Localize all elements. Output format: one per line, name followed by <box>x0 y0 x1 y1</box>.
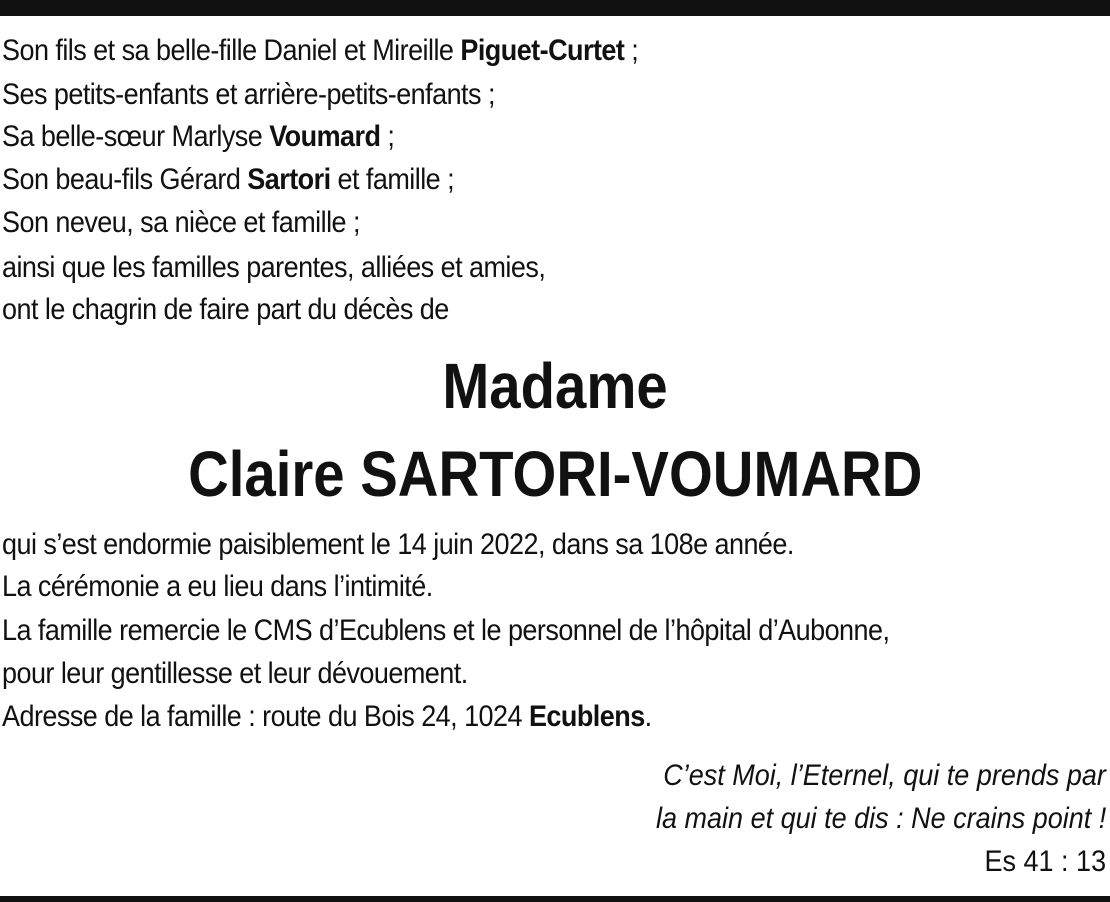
thanks-line: La famille remercie le CMS d’Ecublens et le personnel de l’hôpital d’Aubonne, <box>2 614 890 647</box>
family-line-son: Son fils et sa belle-fille Daniel et Mireille Piguet-Curtet ; <box>2 34 639 67</box>
deceased-title: Madame <box>442 350 668 422</box>
bottom-rule <box>0 896 1110 902</box>
bible-quote-line-1: C’est Moi, l’Eternel, qui te prends par <box>663 759 1106 792</box>
bible-quote-line-2: la main et qui te dis : Ne crains point ! <box>655 802 1106 835</box>
bible-quote-reference: Es 41 : 13 <box>984 845 1106 878</box>
town-ecublens: Ecublens <box>528 700 645 733</box>
surname-sartori: Sartori <box>247 163 331 196</box>
family-line-stepson: Son beau-fils Gérard Sartori et famille ; <box>2 163 455 196</box>
family-address-line: Adresse de la famille : route du Bois 24, 1024 Ecublens. <box>2 700 652 733</box>
thanks-line-continued: pour leur gentillesse et leur dévouement. <box>2 657 468 690</box>
family-line-grandchildren: Ses petits-enfants et arrière-petits-enfants ; <box>2 78 495 111</box>
ceremony-line: La cérémonie a eu lieu dans l’intimité. <box>2 570 433 603</box>
obituary-notice <box>2 0 1108 902</box>
announcement-line: ont le chagrin de faire part du décès de <box>2 293 449 326</box>
deceased-name: Claire SARTORI-VOUMARD <box>187 438 923 510</box>
family-line-relatives: ainsi que les familles parentes, alliées et amies, <box>2 251 546 284</box>
surname-piguet-curtet: Piguet-Curtet <box>460 34 625 67</box>
passing-details-line: qui s’est endormie paisiblement le 14 juin 2022, dans sa 108e année. <box>2 528 794 561</box>
family-line-sister-in-law: Sa belle-sœur Marlyse Voumard ; <box>2 120 395 153</box>
surname-voumard: Voumard <box>269 120 381 153</box>
family-line-nephew-niece: Son neveu, sa nièce et famille ; <box>2 206 360 239</box>
